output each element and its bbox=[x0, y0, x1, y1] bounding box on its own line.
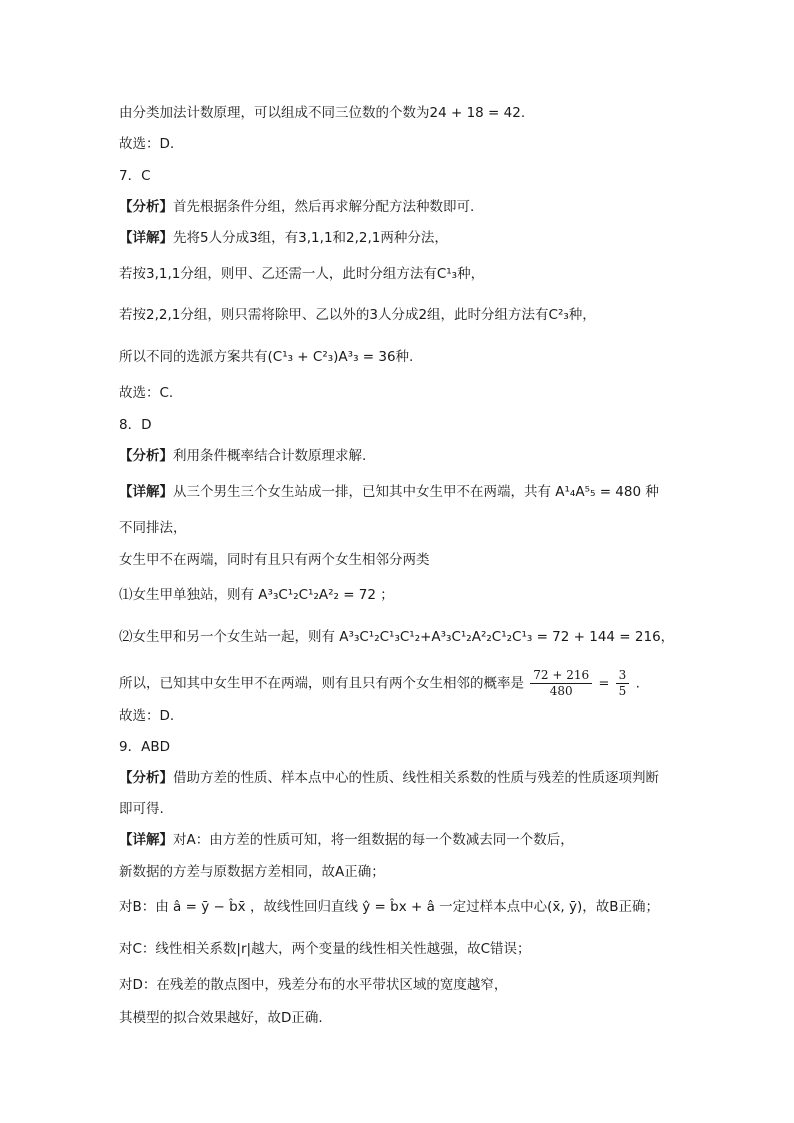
text-span: 所以，已知其中女生甲不在两端，则有且只有两个女生相邻的概率是 bbox=[119, 675, 524, 692]
period: . bbox=[635, 675, 640, 692]
text-line: 若按3,1,1分组，则甲、乙还需一人，此时分组方法有C¹₃种， bbox=[119, 266, 485, 282]
text-line: 新数据的方差与原数据方差相同，故A正确； bbox=[119, 864, 385, 880]
analysis-text: 利用条件概率结合计数原理求解. bbox=[173, 448, 367, 464]
analysis-line bbox=[119, 768, 734, 788]
analysis-text: 借助方差的性质、样本点中心的性质、线性相关系数的性质与残差的性质逐项判断 bbox=[173, 770, 659, 786]
detail-tag: 【详解】 bbox=[119, 230, 173, 246]
detail-tag: 【详解】 bbox=[119, 484, 173, 500]
analysis-tag: 【分析】 bbox=[119, 448, 173, 464]
analysis-text: 首先根据条件分组，然后再求解分配方法种数即可. bbox=[173, 199, 475, 215]
text-line: 不同排法， bbox=[119, 520, 187, 536]
question-number: 7．C bbox=[119, 168, 151, 184]
fraction-numerator: 3 bbox=[616, 668, 630, 684]
detail-line bbox=[119, 482, 734, 502]
detail-text: 从三个男生三个女生站成一排，已知其中女生甲不在两端，共有 A¹₄A⁵₅ = 480 种 bbox=[173, 484, 659, 500]
analysis-line bbox=[119, 197, 734, 217]
detail-text: 先将5人分成3组，有3,1,1和2,2,1两种分法， bbox=[173, 230, 448, 246]
text-line: 对D：在残差的散点图中，残差分布的水平带状区域的宽度越窄， bbox=[119, 977, 508, 993]
detail-tag: 【详解】 bbox=[119, 832, 173, 848]
text-line: ⑴女生甲单独站，则有 A³₃C¹₂C¹₂A²₂ = 72 ； bbox=[119, 587, 394, 603]
answer-line: 故选：D. bbox=[119, 136, 175, 152]
answer-line: 故选：C. bbox=[119, 385, 174, 401]
analysis-tag: 【分析】 bbox=[119, 199, 173, 215]
equals-sign: = bbox=[598, 676, 610, 692]
text-line: 对C：线性相关系数|r|越大，两个变量的线性相关性越强，故C错误； bbox=[119, 941, 531, 957]
fraction-result bbox=[616, 668, 630, 699]
analysis-tag: 【分析】 bbox=[119, 770, 173, 786]
question-number: 9．ABD bbox=[119, 739, 170, 755]
fraction-denominator: 480 bbox=[549, 684, 573, 698]
text-line: 由分类加法计数原理，可以组成不同三位数的个数为24 + 18 = 42. bbox=[119, 105, 526, 121]
detail-line bbox=[119, 228, 734, 248]
fraction-denominator: 5 bbox=[618, 684, 627, 698]
fraction-numerator: 72 + 216 bbox=[530, 668, 592, 684]
answer-line: 故选：D. bbox=[119, 708, 175, 724]
text-line: 其模型的拟合效果越好，故D正确. bbox=[119, 1010, 323, 1026]
probability-line bbox=[119, 668, 734, 699]
analysis-line bbox=[119, 446, 734, 466]
detail-line bbox=[119, 830, 734, 850]
detail-text: 对A：由方差的性质可知，将一组数据的每一个数减去同一个数后， bbox=[173, 832, 574, 848]
text-line: ⑵女生甲和另一个女生站一起，则有 A³₃C¹₂C¹₃C¹₂+A³₃C¹₂A²₂C¹₂C¹₃ = 72 + 144 = 216， bbox=[119, 629, 675, 645]
text-line: 对B：由 â = ȳ − b̂x̄ ，故线性回归直线 ŷ = b̂x + â 一定过样本点中心(x̄, ȳ)，故B正确； bbox=[119, 899, 659, 915]
question-number: 8．D bbox=[119, 417, 152, 433]
text-line: 所以不同的选派方案共有(C¹₃ + C²₃)A³₃ = 36种. bbox=[119, 349, 414, 365]
text-line: 若按2,2,1分组，则只需将除甲、乙以外的3人分成2组，此时分组方法有C²₃种， bbox=[119, 307, 596, 323]
text-line: 即可得. bbox=[119, 801, 164, 817]
text-line: 女生甲不在两端，同时有且只有两个女生相邻分两类 bbox=[119, 552, 430, 568]
fraction bbox=[530, 668, 592, 699]
